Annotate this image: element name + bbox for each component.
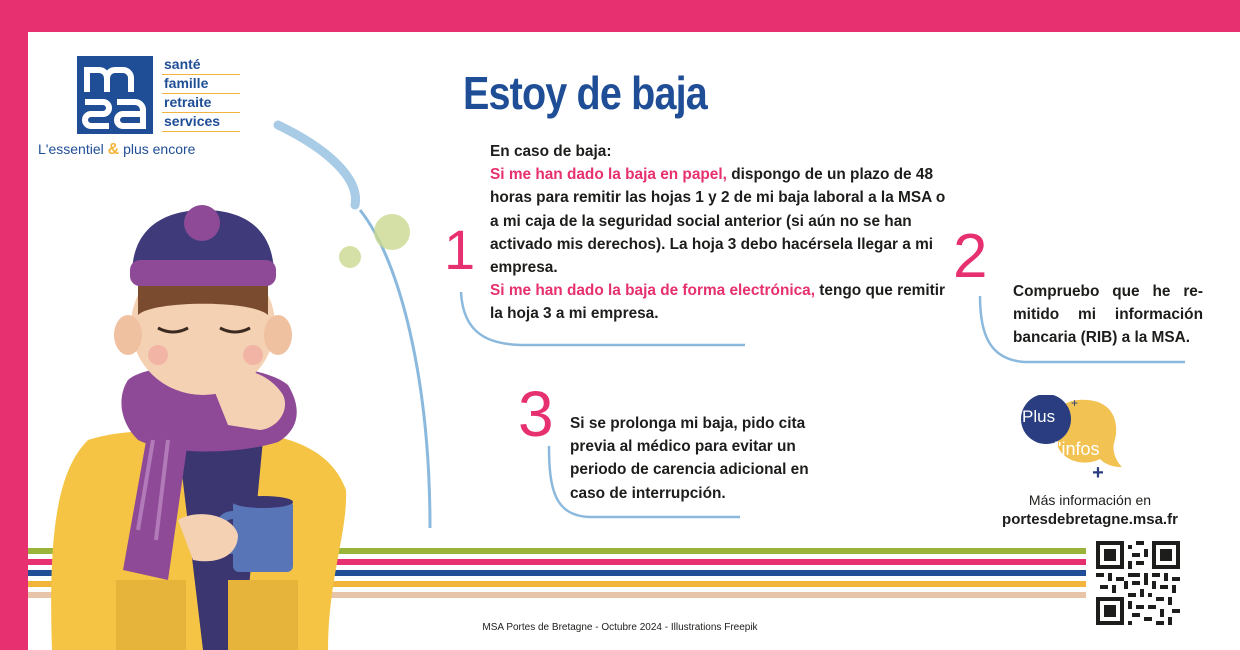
step-number-1: 1	[444, 218, 476, 281]
step-1-body-electronic: tengo que remitir la hoja 3 a mi empresa.	[490, 282, 945, 323]
infos-label: d'infos	[1048, 439, 1100, 459]
step-number-3: 3	[518, 378, 554, 450]
svg-text:+: +	[1092, 462, 1104, 484]
more-info-url[interactable]: portesdebretagne.msa.fr	[1002, 511, 1178, 528]
step-3-text: Si se prolonga mi baja, pido cita previa al médico para evitar un periodo de carencia adicional en caso de interrupción.	[570, 415, 809, 502]
step-number-2: 2	[953, 222, 988, 291]
step-1-text	[490, 140, 950, 326]
left-border	[0, 0, 28, 650]
more-info-block	[965, 490, 1215, 530]
step-1-body-paper: dispongo de un plazo de 48 horas para remitir las hojas 1 y 2 de mi baja laboral a la MSA o a mi caja de la seguridad social anterior (si aún no se han activado mis derechos). La hoja 3 debo hacérsela llegar a mi empresa.	[490, 166, 946, 277]
logo-line: retraite	[162, 94, 240, 113]
step-1-intro: En caso de baja:	[490, 143, 612, 160]
page-title: Estoy de baja	[463, 67, 707, 119]
svg-text:+: +	[1071, 396, 1079, 410]
plus-infos-badge	[1018, 395, 1128, 485]
step-2-text: Compruebo que he re-mitido mi información bancaria (RIB) a la MSA.	[1013, 283, 1203, 347]
footer-credit: MSA Portes de Bretagne - Octubre 2024 - Illustrations Freepik	[482, 622, 758, 633]
qr-code	[1096, 541, 1180, 625]
tagline-part: plus encore	[123, 141, 196, 157]
top-border	[0, 0, 1240, 32]
logo-line: santé	[162, 56, 240, 75]
step-1-highlight-electronic: Si me han dado la baja de forma electrónica,	[490, 282, 816, 300]
tagline-part: L'essentiel	[38, 141, 104, 157]
logo-line: famille	[162, 75, 240, 94]
plus-label: Plus	[1022, 407, 1056, 426]
step-1-highlight-paper: Si me han dado la baja en papel,	[490, 166, 727, 184]
tagline-ampersand: &	[107, 141, 120, 158]
more-info-text: Más información en	[1028, 492, 1152, 508]
sick-person-illustration	[28, 110, 468, 650]
logo-line: services	[162, 113, 240, 132]
